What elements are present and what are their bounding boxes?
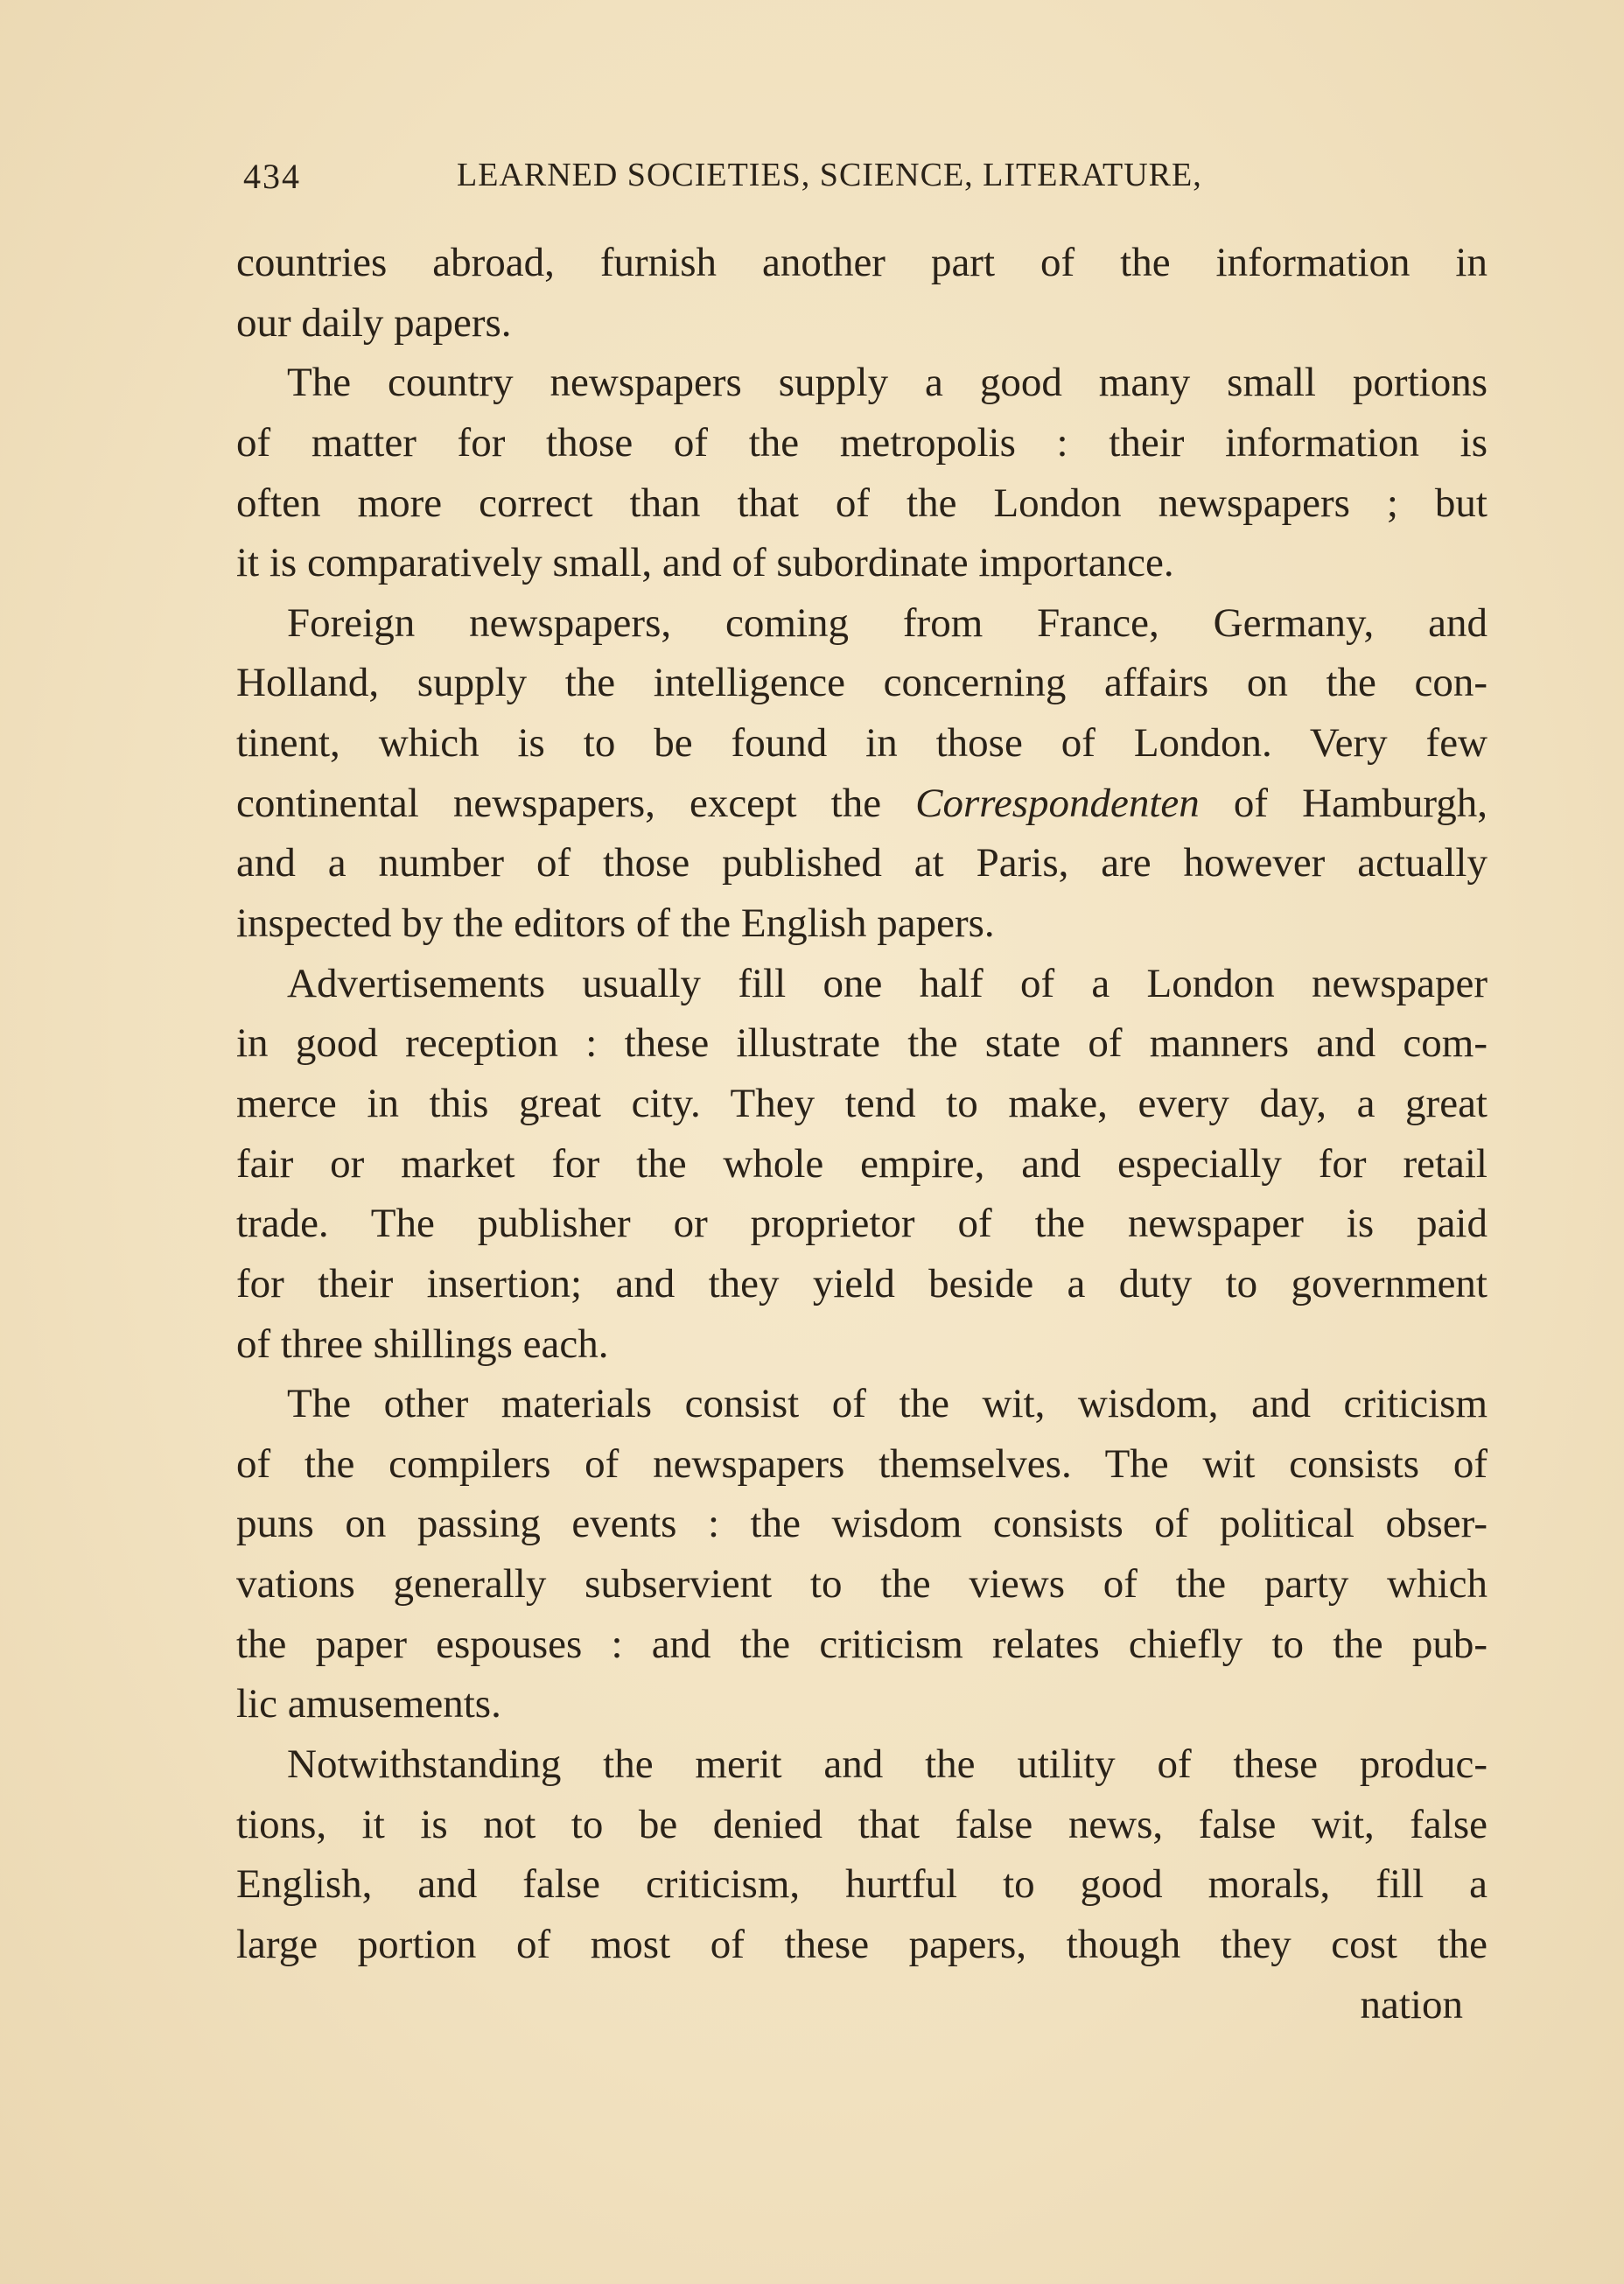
paragraph-start-line: The country newspapers supply a good many small portions bbox=[287, 360, 1488, 406]
body-text bbox=[236, 233, 1488, 2035]
text-segment: continental newspapers, except the bbox=[236, 780, 916, 826]
text-line: fair or market for the whole empire, and especially for retail bbox=[236, 1140, 1488, 1187]
text-line: the paper espouses : and the criticism relates chiefly to the pub- bbox=[236, 1621, 1488, 1667]
text-line: tions, it is not to be denied that false news, false wit, false bbox=[236, 1801, 1488, 1847]
newspaper-title-italic: Correspondenten bbox=[915, 780, 1200, 826]
text-line: Holland, supply the intelligence concerning affairs on the con- bbox=[236, 660, 1488, 706]
text-line: countries abroad, furnish another part of the information in bbox=[236, 240, 1488, 285]
text-line bbox=[236, 774, 1488, 834]
text-line: inspected by the editors of the English papers. bbox=[236, 900, 995, 947]
text-line: puns on passing events : the wisdom consists of political obser- bbox=[236, 1501, 1488, 1547]
paragraph-start-line: Foreign newspapers, coming from France, Germany, and bbox=[287, 599, 1488, 646]
text-line: in good reception : these illustrate the state of manners and com- bbox=[236, 1020, 1488, 1067]
text-line: large portion of most of these papers, though they cost the bbox=[236, 1921, 1488, 1967]
text-line: of matter for those of the metropolis : their information is bbox=[236, 419, 1488, 466]
text-line: tinent, which is to be found in those of London. Very few bbox=[236, 720, 1488, 767]
text-segment: of Hamburgh, bbox=[1199, 780, 1488, 826]
text-line: it is comparatively small, and of subordinate importance. bbox=[236, 540, 1174, 586]
text-line: trade. The publisher or proprietor of the newspaper is paid bbox=[236, 1201, 1488, 1247]
text-line: our daily papers. bbox=[236, 299, 512, 346]
text-line: English, and false criticism, hurtful to good morals, fill a bbox=[236, 1861, 1488, 1908]
page-number: 434 bbox=[243, 157, 301, 196]
text-line: merce in this great city. They tend to make, every day, a great bbox=[236, 1080, 1488, 1126]
text-line: for their insertion; and they yield beside a duty to government bbox=[236, 1260, 1488, 1307]
text-line: of three shillings each. bbox=[236, 1321, 609, 1367]
text-line: vations generally subservient to the views of the party which bbox=[236, 1561, 1488, 1608]
text-line: and a number of those published at Paris, are however actually bbox=[236, 840, 1488, 886]
paragraph-start-line: Notwithstanding the merit and the utility of these produc- bbox=[287, 1741, 1488, 1788]
paragraph-start-line: The other materials consist of the wit, wisdom, and criticism bbox=[287, 1381, 1488, 1427]
text-line: often more correct than that of the London newspapers ; but bbox=[236, 480, 1488, 526]
catchword: nation bbox=[1360, 1981, 1463, 2028]
text-line: lic amusements. bbox=[236, 1681, 501, 1727]
text-line: of the compilers of newspapers themselves. The wit consists of bbox=[236, 1440, 1488, 1487]
page-header bbox=[236, 151, 1496, 203]
running-head: LEARNED SOCIETIES, SCIENCE, LITERATURE, bbox=[457, 157, 1202, 193]
paragraph-start-line: Advertisements usually fill one half of a London newspaper bbox=[287, 960, 1488, 1006]
